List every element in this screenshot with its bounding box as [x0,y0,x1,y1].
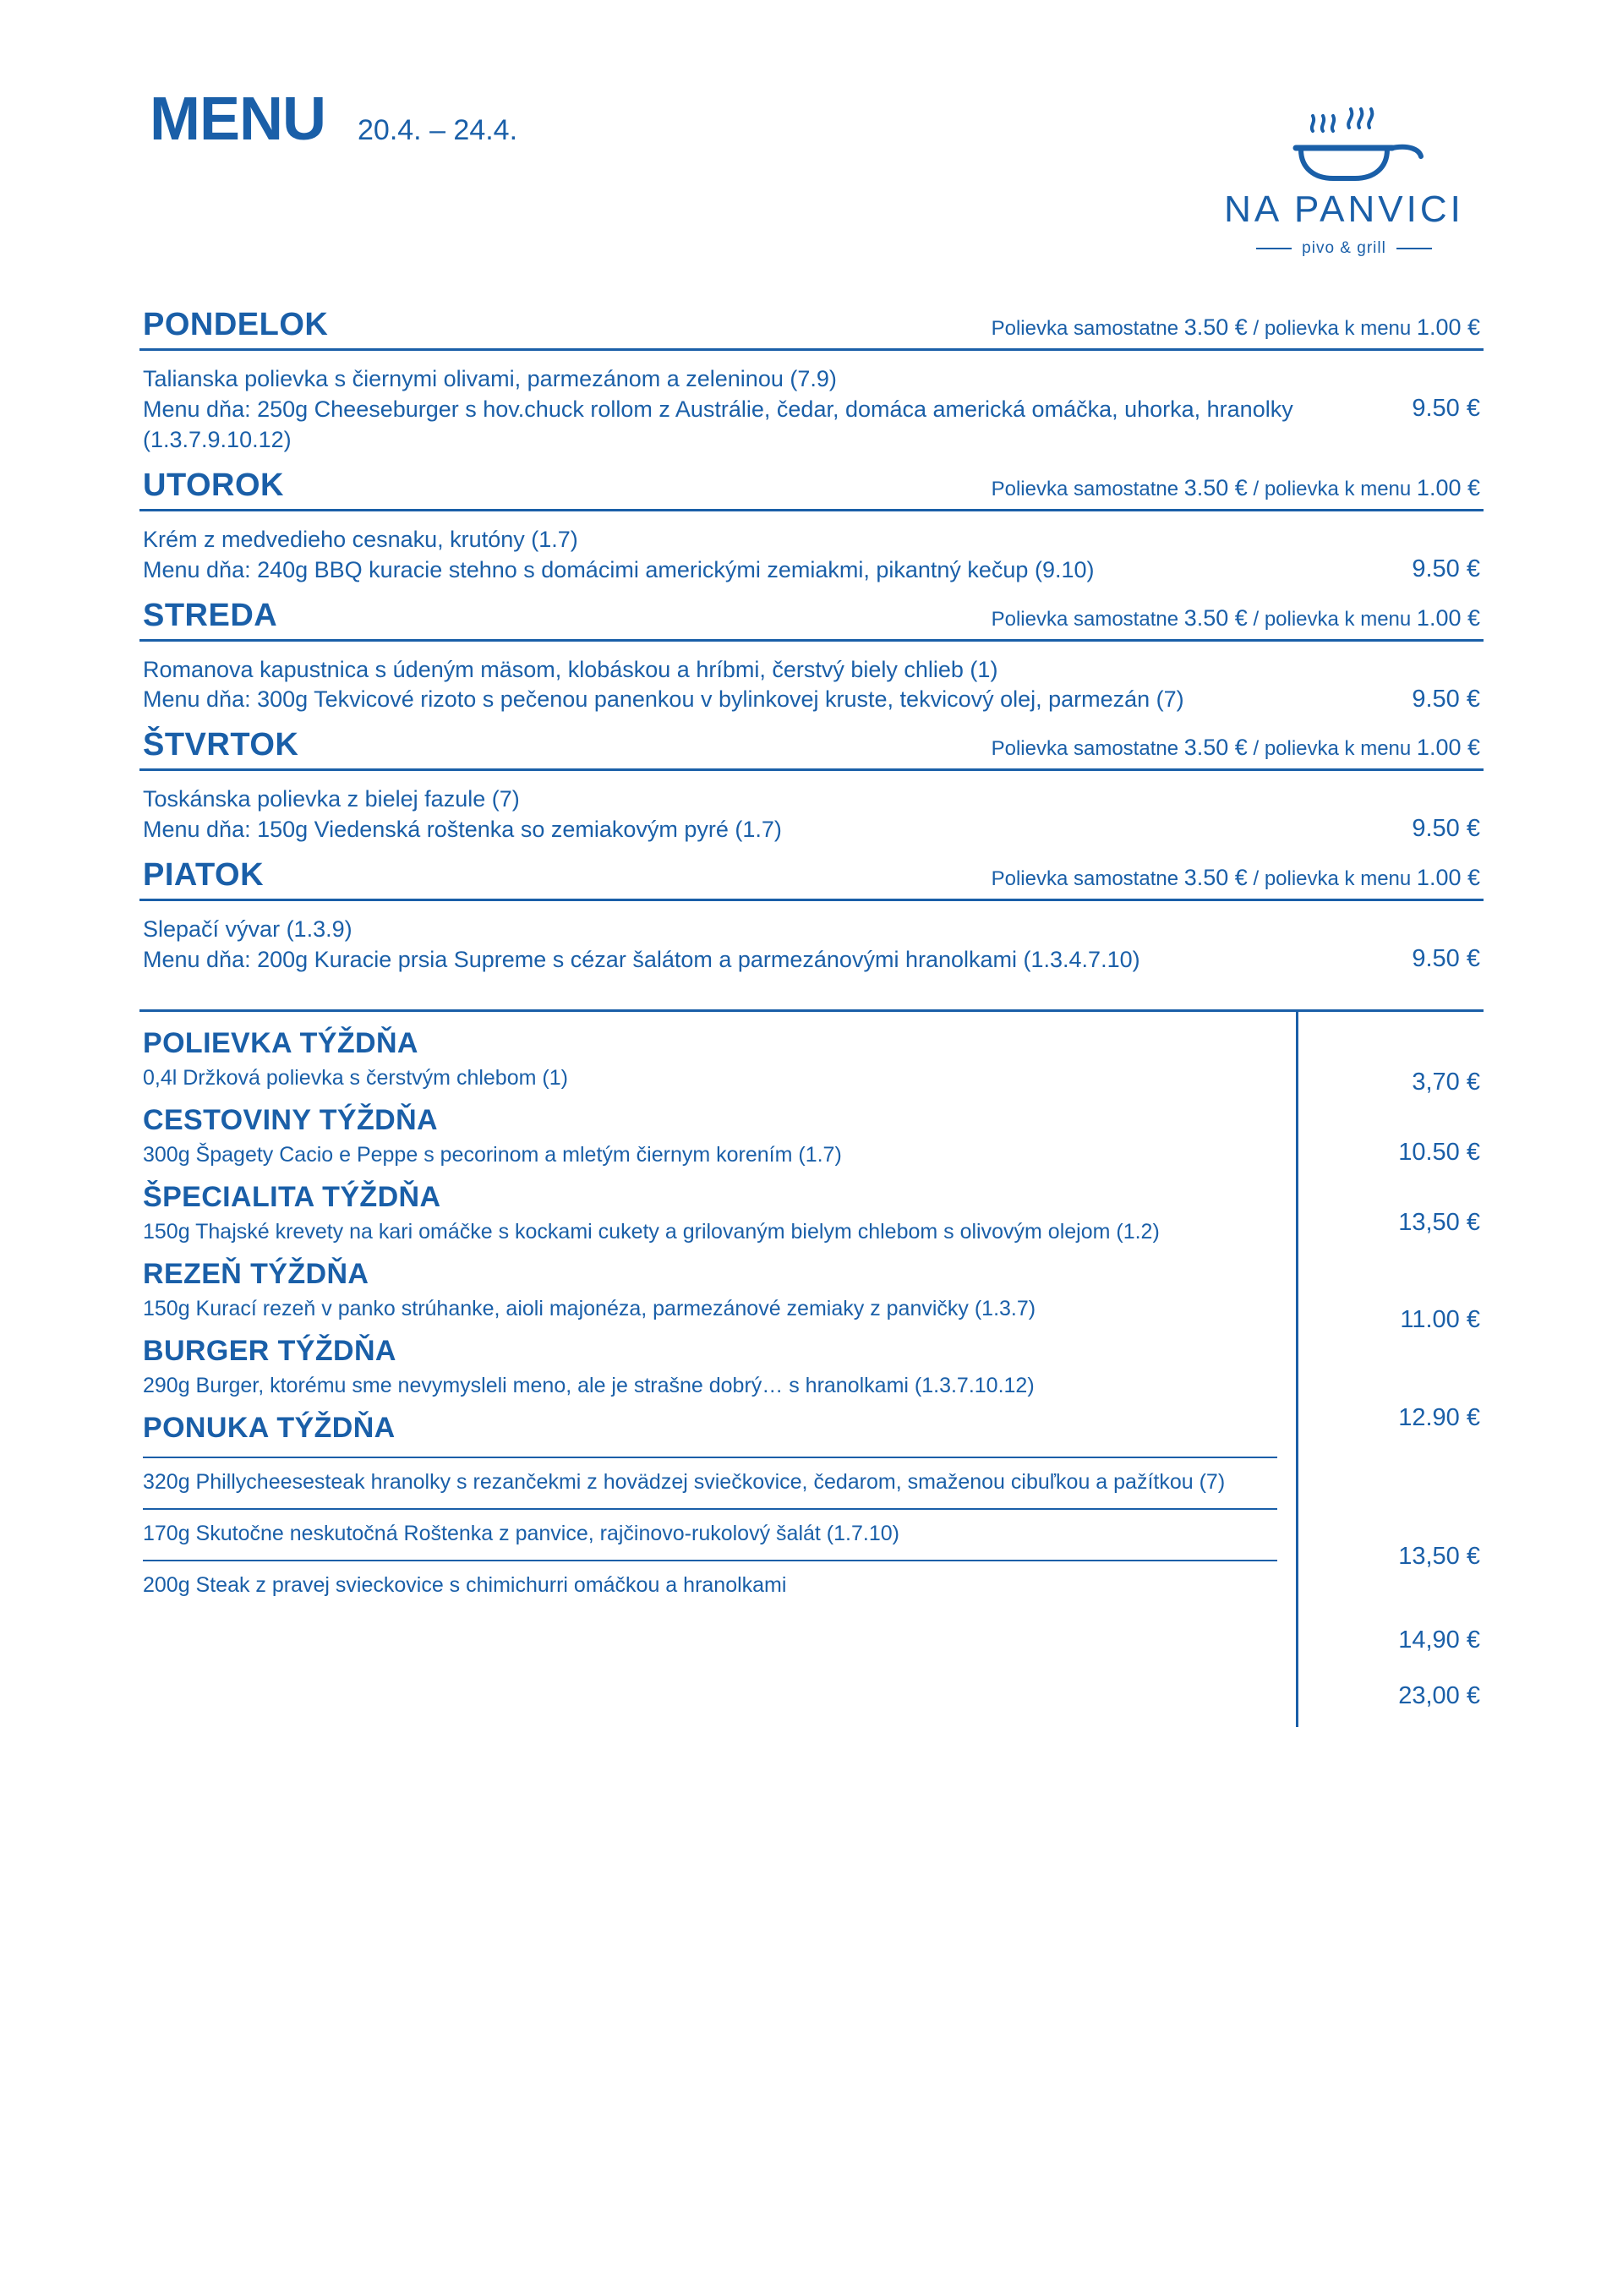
title-block [139,85,518,153]
day-main-item: Menu dňa: 250g Cheeseburger s hov.chuck rollom z Austrálie, čedar, domáca americká omáčka, uhorka, hranolky (1.3.7.9.10.12) [143,396,1293,452]
soup-price-menu: 1.00 € [1416,474,1480,500]
weekly-offer-desc-1: 320g Phillycheesesteak hranolky s rezančekmi z hovädzej sviečkovice, čedarom, smaženou cibuľkou a pažítkou (7) [143,1469,1226,1494]
weekly-specials-left-column [139,1012,1298,1727]
price-spacer [1298,1027,1480,1068]
soup-note-middle: / polievka k menu [1247,867,1417,891]
soup-price-menu: 1.00 € [1416,604,1480,631]
soup-note-middle: / polievka k menu [1247,737,1417,761]
tagline-dash-left [1256,248,1292,249]
day-name: UTOROK [143,467,284,503]
soup-note [992,475,1480,501]
day-name: STREDA [143,597,278,633]
day-block-pondelok [139,307,1484,467]
offer-divider-1 [143,1457,1277,1458]
day-price: 9.50 € [1412,945,1480,973]
price-spacer [1298,1097,1480,1138]
weekly-price-schnitzel: 11.00 € [1400,1306,1480,1334]
weekly-section-title-speciality: ŠPECIALITA TÝŽDŇA [143,1180,441,1213]
soup-note-before: Polievka samostatne [991,317,1184,340]
day-soup-item: Talianska polievka s čiernymi olivami, parmezánom a zeleninou (7.9) [143,366,837,391]
tagline-dash-right [1396,248,1432,249]
soup-price-alone: 3.50 € [1183,735,1248,761]
page-header [139,0,1484,258]
day-main-item: Menu dňa: 240g BBQ kuracie stehno s domácimi americkými zemiakmi, pikantný kečup (9.10) [143,556,1095,582]
soup-price-alone: 3.50 € [1183,865,1248,891]
day-block-piatok [139,857,1484,987]
soup-note-before: Polievka samostatne [991,477,1184,500]
day-main-item: Menu dňa: 200g Kuracie prsia Supreme s cézar šalátom a parmezánovými hranolkami (1.3.4.7.10) [143,947,1140,973]
soup-price-alone: 3.50 € [1183,314,1248,340]
day-block-utorok [139,467,1484,598]
day-name: PIATOK [143,857,265,894]
page-title: MENU [150,85,325,153]
weekly-section-desc-pasta: 300g Špagety Cacio e Peppe s pecorinom a mletým čiernym korením (1.7) [143,1142,842,1167]
daily-menu-list [139,307,1484,987]
weekly-section-title-schnitzel: REZEŇ TÝŽDŇA [143,1257,369,1290]
weekly-offer-desc-3: 200g Steak z pravej svieckovice s chimichurri omáčkou a hranolkami [143,1572,787,1597]
soup-note [992,735,1480,761]
day-soup-item: Toskánska polievka z bielej fazule (7) [143,786,520,812]
weekly-section-desc-speciality: 150g Thajské krevety na kari omáčke s kockami cukety a grilovaným bielym chlebom s olivovým olejom (1.2) [143,1219,1160,1244]
day-header [139,727,1484,771]
day-soup-item: Slepačí vývar (1.3.9) [143,916,352,943]
menu-date-range: 20.4. – 24.4. [358,114,518,146]
price-spacer [1298,1433,1480,1542]
weekly-offer-price-1: 13,50 € [1398,1542,1480,1570]
day-body [139,511,1484,598]
weekly-section-desc-burger: 290g Burger, ktorému sme nevymysleli meno, ale je strašne dobrý… s hranolkami (1.3.7.10.12) [143,1373,1035,1397]
day-body [139,771,1484,857]
soup-note [992,314,1480,341]
day-items [143,525,1094,586]
day-block-streda [139,598,1484,728]
weekly-price-speciality: 13,50 € [1398,1208,1480,1236]
soup-note [992,605,1480,631]
soup-price-menu: 1.00 € [1416,735,1480,761]
day-name: ŠTVRTOK [143,727,299,763]
weekly-section-title-burger: BURGER TÝŽDŇA [143,1334,396,1367]
restaurant-logo [1205,89,1484,258]
price-spacer [1298,1167,1480,1208]
logo-name: NA PANVICI [1224,189,1464,230]
weekly-offer-desc-2: 170g Skutočne neskutočná Roštenka z panvice, rajčinovo-rukolový šalát (1.7.10) [143,1521,899,1545]
day-body [139,642,1484,728]
day-body [139,901,1484,987]
day-header [139,467,1484,511]
logo-tagline [1205,239,1484,258]
soup-note-before: Polievka samostatne [991,737,1184,761]
weekly-specials-price-column [1298,1012,1484,1727]
day-price: 9.50 € [1412,815,1480,843]
weekly-price-burger: 12.90 € [1398,1404,1480,1432]
soup-price-alone: 3.50 € [1183,474,1248,500]
offer-divider-2 [143,1508,1277,1510]
tagline-text: pivo & grill [1302,239,1386,257]
day-main-item: Menu dňa: 300g Tekvicové rizoto s pečenou panenkou v bylinkovej kruste, tekvicový olej, parmezán (7) [143,686,1184,713]
weekly-offer-price-2: 14,90 € [1398,1626,1480,1654]
weekly-section-desc-soup: 0,4l Držková polievka s čerstvým chlebom (1) [143,1065,568,1090]
soup-note-middle: / polievka k menu [1247,317,1417,340]
pan-with-steam-icon [1264,106,1424,183]
soup-price-menu: 1.00 € [1416,865,1480,891]
day-price: 9.50 € [1412,395,1480,422]
offer-divider-3 [143,1560,1277,1561]
weekly-section-desc-schnitzel: 150g Kurací rezeň v panko strúhanke, aioli majonéza, parmezánové zemiaky z panvičky (1.3.7) [143,1296,1036,1320]
weekly-price-pasta: 10.50 € [1398,1138,1480,1166]
price-spacer [1298,1237,1480,1305]
day-header [139,598,1484,642]
day-items [143,655,1184,716]
price-spacer [1298,1655,1480,1681]
price-spacer [1298,1572,1480,1626]
day-header [139,857,1484,901]
day-name: PONDELOK [143,307,329,342]
weekly-offer-price-3: 23,00 € [1398,1681,1480,1709]
day-price: 9.50 € [1412,685,1480,713]
weekly-price-soup: 3,70 € [1412,1068,1480,1096]
soup-price-menu: 1.00 € [1416,314,1480,340]
soup-price-alone: 3.50 € [1183,604,1248,631]
day-block-stvrtok [139,727,1484,857]
weekly-specials [139,1009,1484,1727]
soup-note-before: Polievka samostatne [991,867,1184,891]
day-header [139,307,1484,351]
day-items [143,784,782,845]
weekly-section-title-soup: POLIEVKA TÝŽDŇA [143,1026,418,1059]
day-price: 9.50 € [1412,555,1480,582]
soup-note-middle: / polievka k menu [1247,477,1417,500]
soup-note-middle: / polievka k menu [1247,607,1417,631]
weekly-section-title-pasta: CESTOVINY TÝŽDŇA [143,1103,438,1136]
day-soup-item: Romanova kapustnica s údeným mäsom, klobáskou a hríbmi, čerstvý biely chlieb (1) [143,656,998,682]
soup-note [992,865,1480,891]
day-items [143,364,1352,456]
day-body [139,351,1484,467]
soup-note-before: Polievka samostatne [991,607,1184,631]
day-main-item: Menu dňa: 150g Viedenská roštenka so zemiakovým pyré (1.7) [143,817,782,843]
price-spacer [1298,1335,1480,1403]
weekly-offer-title: PONUKA TÝŽDŇA [143,1411,396,1444]
day-soup-item: Krém z medvedieho cesnaku, krutóny (1.7) [143,526,578,552]
day-items [143,915,1140,976]
